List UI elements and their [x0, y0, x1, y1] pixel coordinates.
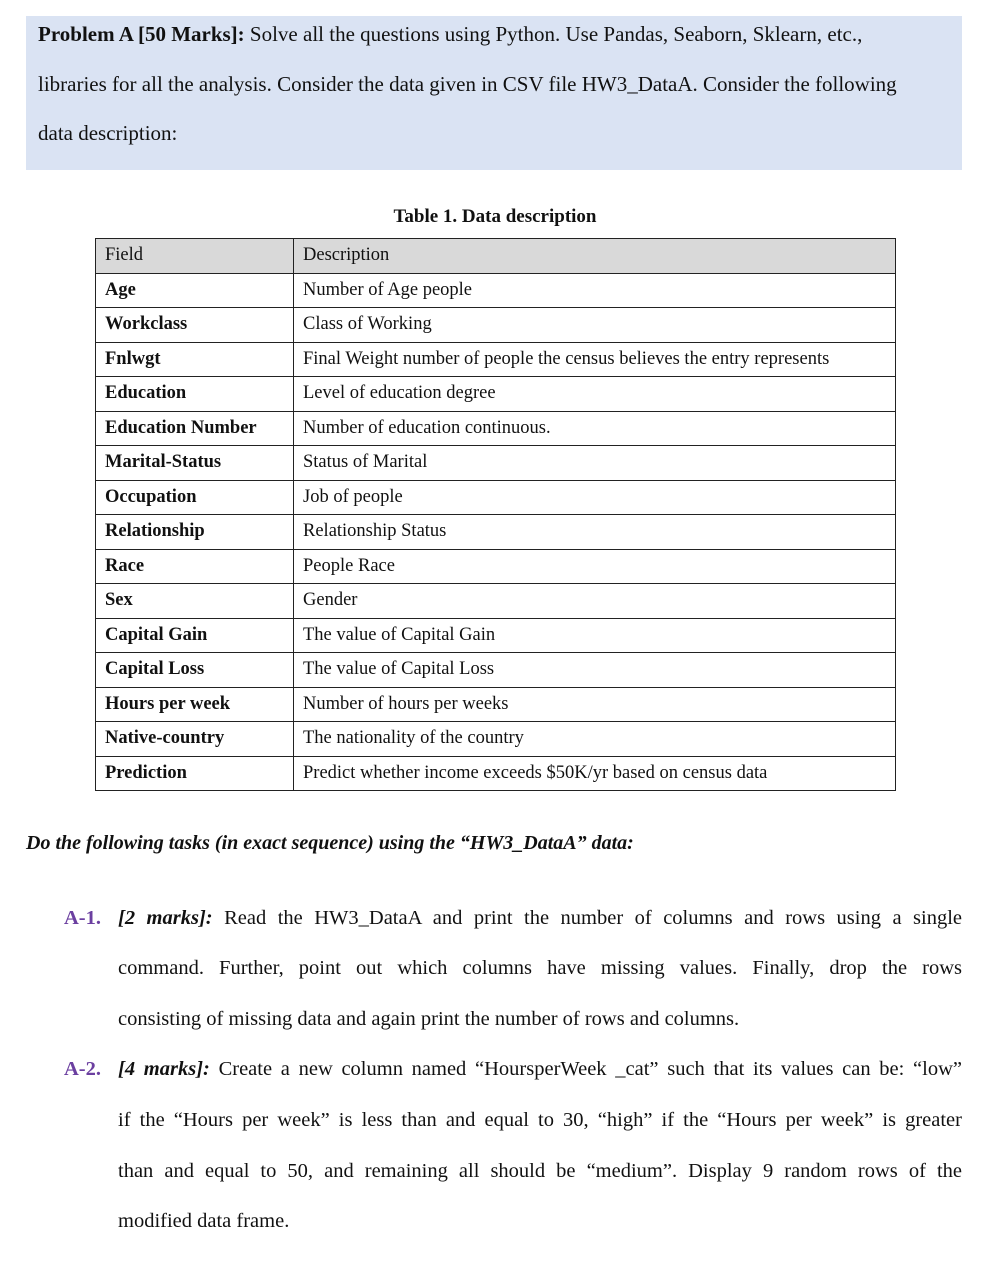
- table-row: [96, 618, 896, 653]
- row-field: Capital Gain: [96, 618, 294, 653]
- task-line: [118, 907, 962, 930]
- task-number: A-2.: [64, 1058, 102, 1080]
- row-field: Native-country: [96, 722, 294, 757]
- row-field: Fnlwgt: [96, 342, 294, 377]
- task-marks: [2 marks]:: [118, 907, 213, 929]
- row-description: Predict whether income exceeds $50K/yr based on census data: [294, 756, 896, 791]
- row-field: Relationship: [96, 515, 294, 550]
- table-row: [96, 273, 896, 308]
- row-description: The value of Capital Loss: [294, 653, 896, 688]
- header-description: Description: [294, 239, 896, 274]
- row-field: Education Number: [96, 411, 294, 446]
- table-row: [96, 722, 896, 757]
- row-field: Hours per week: [96, 687, 294, 722]
- row-field: Occupation: [96, 480, 294, 515]
- row-field: Marital-Status: [96, 446, 294, 481]
- row-description: Job of people: [294, 480, 896, 515]
- row-field: Workclass: [96, 308, 294, 343]
- task-marks: [4 marks]:: [118, 1058, 210, 1080]
- row-description: The value of Capital Gain: [294, 618, 896, 653]
- row-field: Education: [96, 377, 294, 412]
- row-field: Race: [96, 549, 294, 584]
- task-line: [118, 1058, 962, 1081]
- table-row: [96, 653, 896, 688]
- task-line: command. Further, point out which columns have missing values. Finally, drop the rows: [118, 957, 962, 979]
- table-row: [96, 549, 896, 584]
- table-row: [96, 308, 896, 343]
- task-line: than and equal to 50, and remaining all should be “medium”. Display 9 random rows of the: [118, 1160, 962, 1182]
- problem-title: Problem A [50 Marks]:: [38, 22, 245, 46]
- row-description: People Race: [294, 549, 896, 584]
- row-description: Number of Age people: [294, 273, 896, 308]
- table-row: [96, 584, 896, 619]
- problem-line-3: data description:: [38, 121, 178, 145]
- row-field: Prediction: [96, 756, 294, 791]
- problem-intro: Solve all the questions using Python. Use Pandas, Seaborn, Sklearn, etc.,: [249, 22, 863, 46]
- table-row: [96, 446, 896, 481]
- table-caption: Table 1. Data description: [393, 206, 597, 227]
- table-row: [96, 377, 896, 412]
- table-row: [96, 342, 896, 377]
- row-description: Status of Marital: [294, 446, 896, 481]
- row-description: Gender: [294, 584, 896, 619]
- row-field: Age: [96, 273, 294, 308]
- row-description: Number of hours per weeks: [294, 687, 896, 722]
- tasks-heading: Do the following tasks (in exact sequence) using the “HW3_DataA” data:: [26, 832, 634, 854]
- row-field: Capital Loss: [96, 653, 294, 688]
- data-description-table: [95, 238, 896, 791]
- table-row: [96, 411, 896, 446]
- task-text: Read the HW3_DataA and print the number of columns and rows using a single: [224, 907, 963, 929]
- problem-header: [26, 16, 962, 170]
- row-description: Class of Working: [294, 308, 896, 343]
- task-line: modified data frame.: [118, 1210, 290, 1232]
- table-row: [96, 515, 896, 550]
- task-a2: [64, 1058, 962, 1238]
- table-header-row: [96, 239, 896, 274]
- task-text: Create a new column named “HoursperWeek _cat” such that its values can be: “low”: [218, 1058, 963, 1080]
- problem-line-2: libraries for all the analysis. Consider the data given in CSV file HW3_DataA. Consider the following: [38, 72, 897, 96]
- row-description: Level of education degree: [294, 377, 896, 412]
- table-row: [96, 480, 896, 515]
- table-row: [96, 756, 896, 791]
- row-description: Number of education continuous.: [294, 411, 896, 446]
- task-a1: [64, 907, 962, 1037]
- table-row: [96, 687, 896, 722]
- header-field: Field: [96, 239, 294, 274]
- row-description: Relationship Status: [294, 515, 896, 550]
- task-line: consisting of missing data and again print the number of rows and columns.: [118, 1008, 740, 1030]
- problem-line-1: [38, 22, 862, 47]
- row-description: The nationality of the country: [294, 722, 896, 757]
- row-field: Sex: [96, 584, 294, 619]
- row-description: Final Weight number of people the census believes the entry represents: [294, 342, 896, 377]
- task-number: A-1.: [64, 907, 102, 929]
- task-line: if the “Hours per week” is less than and equal to 30, “high” if the “Hours per week” is greater: [118, 1109, 962, 1131]
